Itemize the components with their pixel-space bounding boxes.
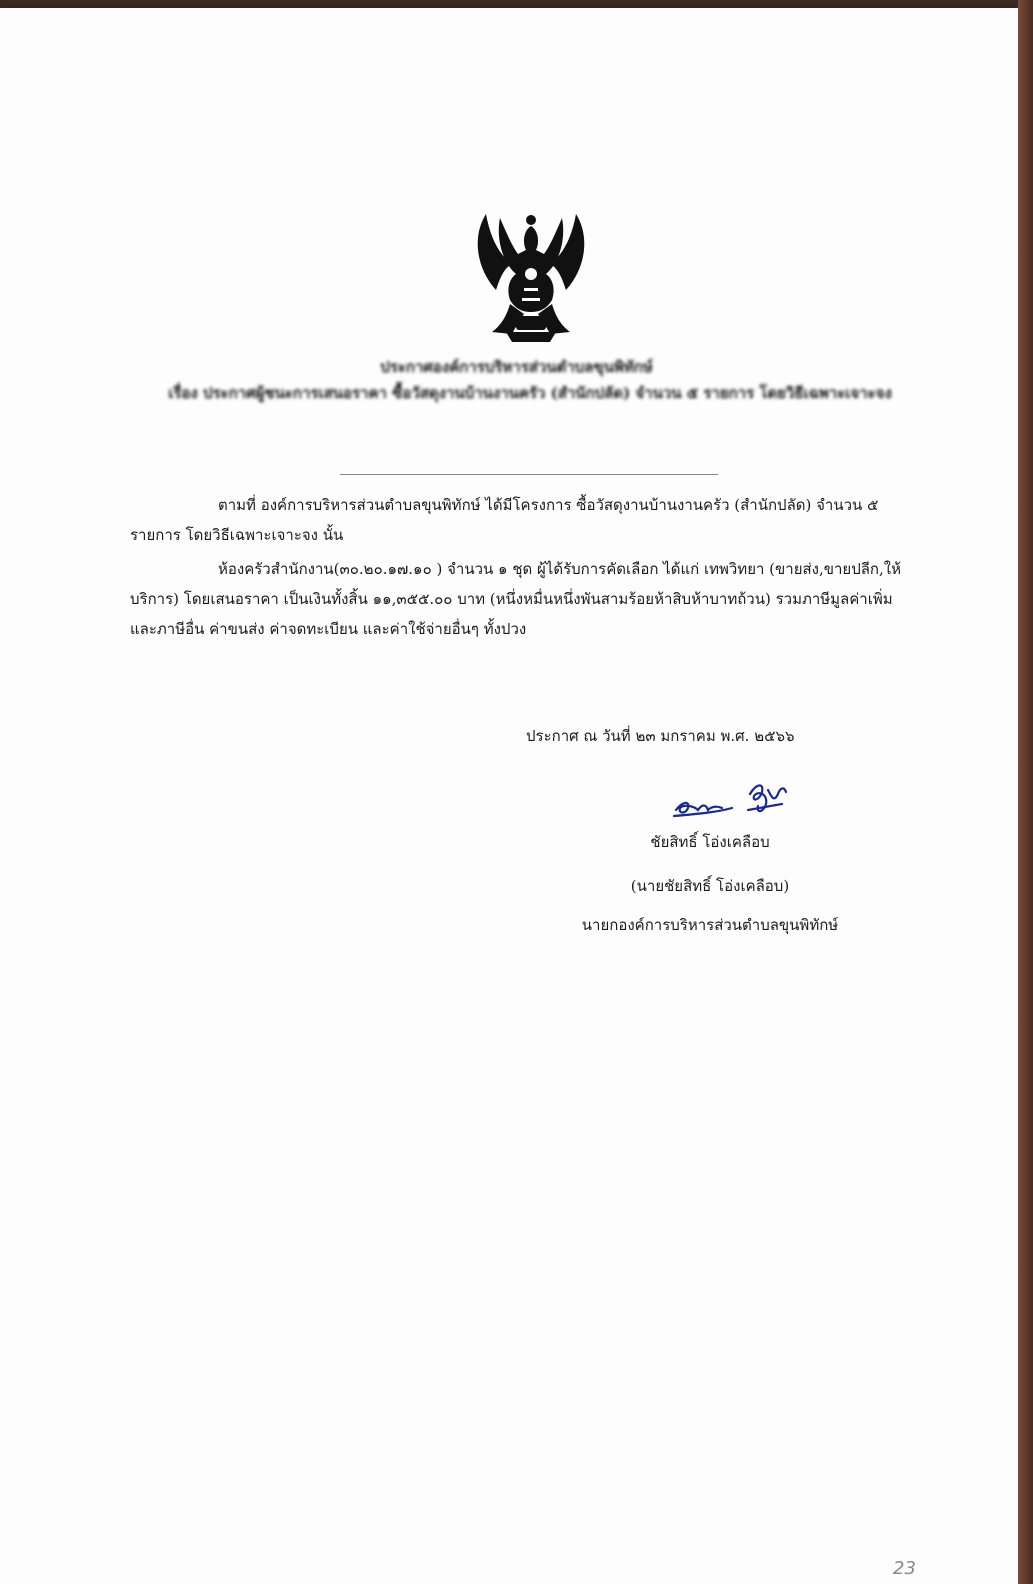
document-page [0,8,1018,1584]
handwritten-signature [668,776,798,826]
announce-date: ประกาศ ณ วันที่ ๒๓ มกราคม พ.ศ. ๒๕๖๖ [526,727,795,745]
page-edge [1018,0,1033,1584]
paragraph-intro: ตามที่ องค์การบริหารส่วนตำบลขุนพิทักษ์ ได้มีโครงการ ซื้อวัสดุงานบ้านงานครัว (สำนักปลัด) จำนวน ๕ รายการ โดยวิธีเฉพาะเจาะจง นั้น [130,496,879,544]
signer-fullname: (นายชัยสิทธิ์ โอ่งเคลือบ) [630,877,790,895]
organization-title: ประกาศองค์การบริหารส่วนตำบลขุนพิทักษ์ [380,358,653,376]
paragraph-award: ห้องครัวสำนักงาน(๓๐.๒๐.๑๗.๑๐ ) จำนวน ๑ ชุด ผู้ได้รับการคัดเลือก ได้แก่ เทพวิทยา (ขายส่ง,ขายปลีก,ให้บริการ) โดยเสนอราคา เป็นเงินทั้งสิ้น ๑๑,๓๕๕.๐๐ บาท (หนึ่งหมื่นหนึ่งพันสามร้อยห้าสิบห้าบาทถ้วน) รวมภาษีมูลค่าเพิ่มและภาษีอื่น ค่าขนส่ง ค่าจดทะเบียน และค่าใช้จ่ายอื่นๆ ทั้งปวง [130,560,901,638]
divider [340,474,718,475]
signer-position: นายกองค์การบริหารส่วนตำบลขุนพิทักษ์ [581,916,839,934]
subject-line: เรื่อง ประกาศผู้ชนะการเสนอราคา ซื้อวัสดุงานบ้านงานครัว (สำนักปลัด) จำนวน ๕ รายการ โดยวิธีเฉพาะเจาะจง [168,384,892,402]
handwritten-page-number: 23 [893,1558,916,1579]
signer-name: ชัยสิทธิ์ โอ่งเคลือบ [650,833,770,851]
garuda-emblem-icon [466,208,596,348]
